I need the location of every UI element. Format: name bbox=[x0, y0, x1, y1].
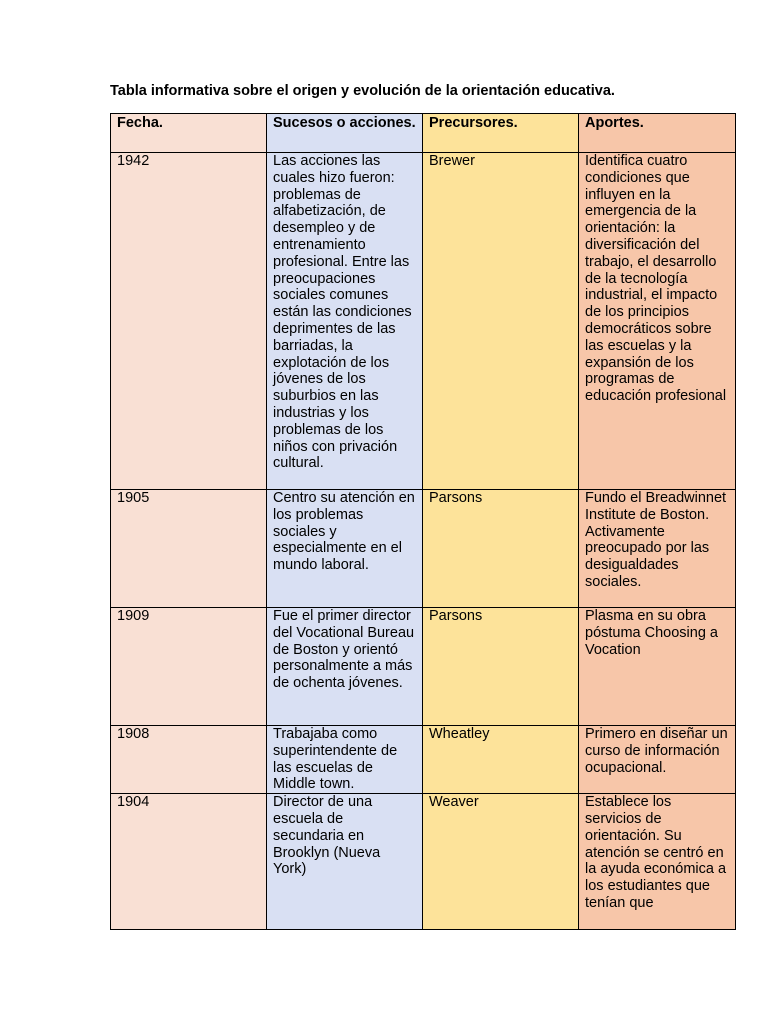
cell-precursores: Weaver bbox=[423, 794, 579, 930]
table-row bbox=[111, 153, 736, 490]
header-fecha: Fecha. bbox=[111, 114, 267, 153]
cell-fecha: 1909 bbox=[111, 608, 267, 726]
header-sucesos: Sucesos o acciones. bbox=[267, 114, 423, 153]
cell-sucesos: Trabajaba como superintendente de las escuelas de Middle town. bbox=[267, 726, 423, 794]
table-row bbox=[111, 608, 736, 726]
cell-sucesos: Las acciones las cuales hizo fueron: problemas de alfabetización, de desempleo y de entrenamiento profesional. Entre las preocupaciones sociales comunes están las condiciones deprimentes de las barriadas, la explotación de los jóvenes de los suburbios en las industrias y los problemas de los niños con privación cultural. bbox=[267, 153, 423, 490]
cell-fecha: 1908 bbox=[111, 726, 267, 794]
cell-aportes: Primero en diseñar un curso de información ocupacional. bbox=[579, 726, 736, 794]
cell-precursores: Wheatley bbox=[423, 726, 579, 794]
header-aportes: Aportes. bbox=[579, 114, 736, 153]
table-row bbox=[111, 794, 736, 930]
table-header-row bbox=[111, 114, 736, 153]
cell-precursores: Parsons bbox=[423, 608, 579, 726]
cell-aportes: Establece los servicios de orientación. Su atención se centró en la ayuda económica a los estudiantes que tenían que bbox=[579, 794, 736, 930]
info-table bbox=[110, 113, 736, 930]
document-title: Tabla informativa sobre el origen y evolución de la orientación educativa. bbox=[110, 83, 615, 99]
cell-fecha: 1904 bbox=[111, 794, 267, 930]
cell-sucesos: Centro su atención en los problemas sociales y especialmente en el mundo laboral. bbox=[267, 490, 423, 608]
table-row bbox=[111, 726, 736, 794]
cell-precursores: Parsons bbox=[423, 490, 579, 608]
cell-fecha: 1905 bbox=[111, 490, 267, 608]
cell-aportes: Fundo el Breadwinnet Institute de Boston. Activamente preocupado por las desigualdades sociales. bbox=[579, 490, 736, 608]
cell-precursores: Brewer bbox=[423, 153, 579, 490]
header-precursores: Precursores. bbox=[423, 114, 579, 153]
cell-sucesos: Director de una escuela de secundaria en Brooklyn (Nueva York) bbox=[267, 794, 423, 930]
table-row bbox=[111, 490, 736, 608]
cell-aportes: Plasma en su obra póstuma Choosing a Vocation bbox=[579, 608, 736, 726]
cell-aportes: Identifica cuatro condiciones que influyen en la emergencia de la orientación: la diversificación del trabajo, el desarrollo de la tecnología industrial, el impacto de los principios democráticos sobre las escuelas y la expansión de los programas de educación profesional bbox=[579, 153, 736, 490]
cell-sucesos: Fue el primer director del Vocational Bureau de Boston y orientó personalmente a más de ochenta jóvenes. bbox=[267, 608, 423, 726]
cell-fecha: 1942 bbox=[111, 153, 267, 490]
